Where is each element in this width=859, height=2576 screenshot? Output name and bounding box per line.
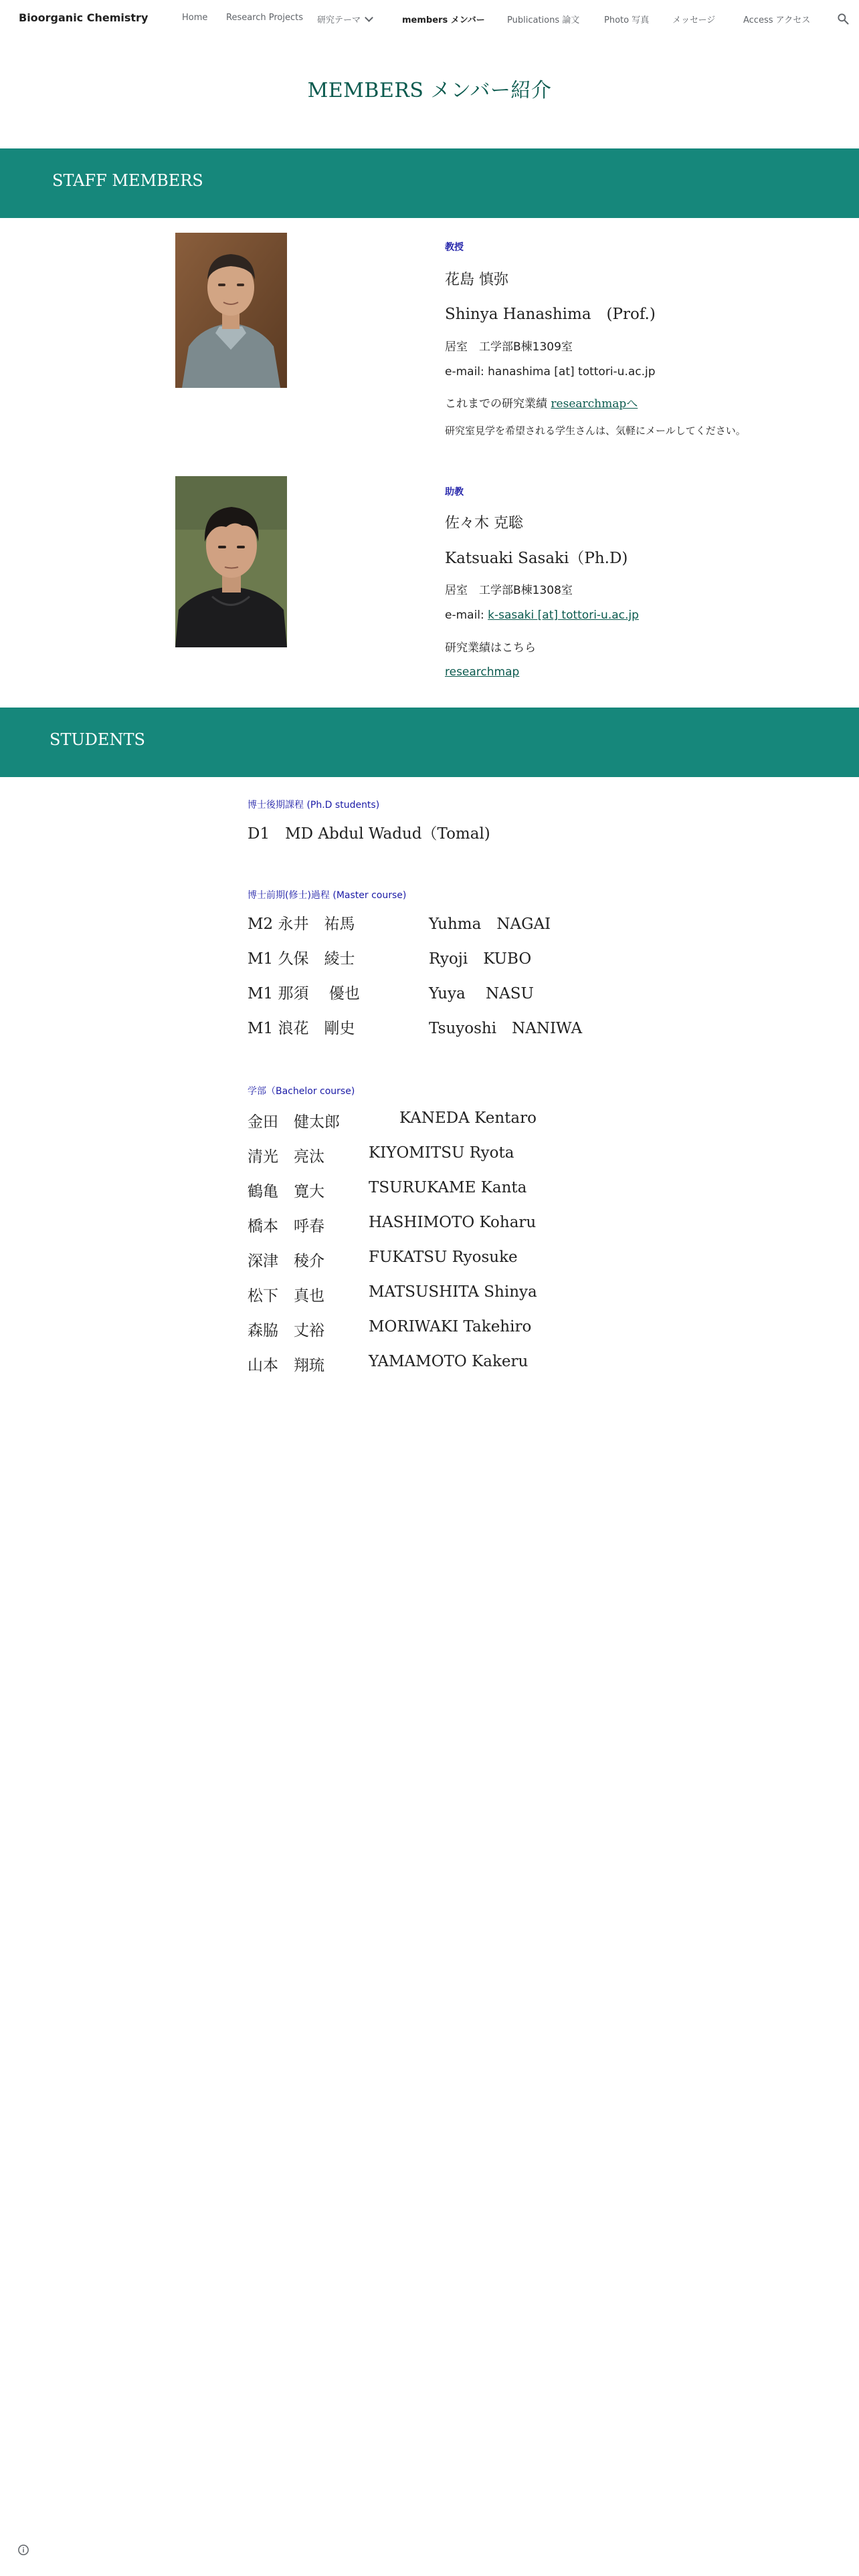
master-student-name-en: Yuhma NAGAI bbox=[429, 916, 551, 933]
bachelor-student-name-jp: 森脇 丈裕 bbox=[248, 1322, 324, 1339]
assistant-professor-room: 居室 工学部B棟1308室 bbox=[445, 584, 573, 597]
professor-research-text: これまでの研究業績 bbox=[445, 397, 551, 411]
assistant-professor-role: 助教 bbox=[445, 487, 464, 498]
professor-research bbox=[445, 394, 638, 411]
professor-visit-note: 研究室見学を希望される学生さんは、気軽にメールしてください。 bbox=[445, 425, 746, 437]
site-title[interactable]: Bioorganic Chemistry bbox=[19, 11, 149, 24]
page-title: MEMBERS メンバー紹介 bbox=[307, 79, 552, 102]
search-icon[interactable] bbox=[836, 12, 850, 25]
nav-item-research-themes-label: 研究テーマ bbox=[317, 15, 361, 25]
assistant-professor-email bbox=[445, 609, 639, 622]
nav-item-message[interactable]: メッセージ bbox=[672, 15, 716, 25]
bachelor-student-name-jp: 松下 真也 bbox=[248, 1287, 324, 1305]
master-student-name-jp: M2 永井 祐馬 bbox=[248, 916, 355, 933]
bachelor-student-name-jp: 橋本 呼春 bbox=[248, 1218, 324, 1235]
bachelor-section-label: 学部（Bachelor course) bbox=[248, 1086, 355, 1097]
professor-email-address: hanashima [at] tottori-u.ac.jp bbox=[488, 365, 656, 379]
nav-item-photo[interactable]: Photo 写真 bbox=[604, 15, 650, 25]
bachelor-student-name-en: FUKATSU Ryosuke bbox=[369, 1249, 518, 1266]
phd-section-label: 博士後期課程 (Ph.D students) bbox=[248, 800, 380, 811]
bachelor-student-name-en: YAMAMOTO Kakeru bbox=[369, 1353, 529, 1370]
master-section-label: 博士前期(修士)過程 (Master course) bbox=[248, 890, 407, 901]
top-navigation-bar bbox=[0, 0, 859, 37]
assistant-professor-research-text: 研究業績はこちら bbox=[445, 641, 536, 655]
bachelor-student-name-jp: 鶴亀 寛大 bbox=[248, 1183, 324, 1200]
master-student-name-jp: M1 浪花 剛史 bbox=[248, 1020, 355, 1037]
professor-researchmap-link[interactable]: researchmapへ bbox=[551, 397, 638, 411]
bachelor-student-name-en: KIYOMITSU Ryota bbox=[369, 1144, 514, 1162]
assistant-professor-name-en: Katsuaki Sasaki（Ph.D) bbox=[445, 550, 628, 567]
nav-item-publications[interactable]: Publications 論文 bbox=[507, 15, 580, 25]
professor-role: 教授 bbox=[445, 242, 464, 253]
info-icon[interactable] bbox=[17, 2544, 29, 2556]
bachelor-student-name-en: TSURUKAME Kanta bbox=[369, 1179, 527, 1196]
assistant-professor-email-prefix: e-mail: bbox=[445, 609, 488, 622]
professor-name-en: Shinya Hanashima (Prof.) bbox=[445, 306, 656, 323]
bachelor-student-name-jp: 山本 翔琉 bbox=[248, 1357, 324, 1374]
staff-members-banner bbox=[0, 148, 859, 218]
assistant-professor-email-link[interactable]: k-sasaki [at] tottori-u.ac.jp bbox=[488, 609, 639, 622]
bachelor-student-name-en: MATSUSHITA Shinya bbox=[369, 1283, 537, 1301]
nav-item-home[interactable]: Home bbox=[182, 13, 208, 23]
bachelor-student-name-en: MORIWAKI Takehiro bbox=[369, 1318, 532, 1335]
nav-item-research-themes[interactable] bbox=[317, 13, 372, 25]
students-banner bbox=[0, 708, 859, 777]
professor-email bbox=[445, 365, 656, 379]
bachelor-student-name-en: HASHIMOTO Koharu bbox=[369, 1214, 537, 1231]
master-student-name-en: Tsuyoshi NANIWA bbox=[429, 1020, 583, 1037]
nav-item-research-projects[interactable]: Research Projects bbox=[226, 13, 304, 23]
staff-members-heading: STAFF MEMBERS bbox=[52, 171, 203, 190]
assistant-professor-researchmap-link[interactable]: researchmap bbox=[445, 665, 520, 679]
phd-student-row: D1 MD Abdul Wadud（Tomal) bbox=[248, 825, 490, 843]
students-heading: STUDENTS bbox=[50, 730, 145, 749]
nav-item-members[interactable]: members メンバー bbox=[402, 15, 485, 25]
assistant-professor-research bbox=[445, 665, 519, 679]
master-student-name-jp: M1 久保 綾士 bbox=[248, 950, 355, 968]
chevron-down-icon[interactable] bbox=[365, 13, 373, 22]
bachelor-student-name-jp: 深津 稜介 bbox=[248, 1253, 324, 1270]
master-student-name-jp: M1 那須 優也 bbox=[248, 985, 360, 1002]
professor-name-jp: 花島 慎弥 bbox=[445, 272, 508, 288]
assistant-professor-photo bbox=[175, 476, 287, 647]
professor-room: 居室 工学部B棟1309室 bbox=[445, 340, 573, 354]
assistant-professor-name-jp: 佐々木 克聡 bbox=[445, 515, 523, 532]
nav-item-access[interactable]: Access アクセス bbox=[743, 15, 811, 25]
bachelor-student-name-en: KANEDA Kentaro bbox=[399, 1109, 537, 1127]
bachelor-student-name-jp: 金田 健太郎 bbox=[248, 1113, 340, 1131]
professor-photo bbox=[175, 233, 287, 388]
professor-email-prefix: e-mail: bbox=[445, 365, 488, 379]
bachelor-student-name-jp: 清光 亮汰 bbox=[248, 1148, 324, 1166]
master-student-name-en: Yuya NASU bbox=[429, 985, 534, 1002]
master-student-name-en: Ryoji KUBO bbox=[429, 950, 532, 968]
